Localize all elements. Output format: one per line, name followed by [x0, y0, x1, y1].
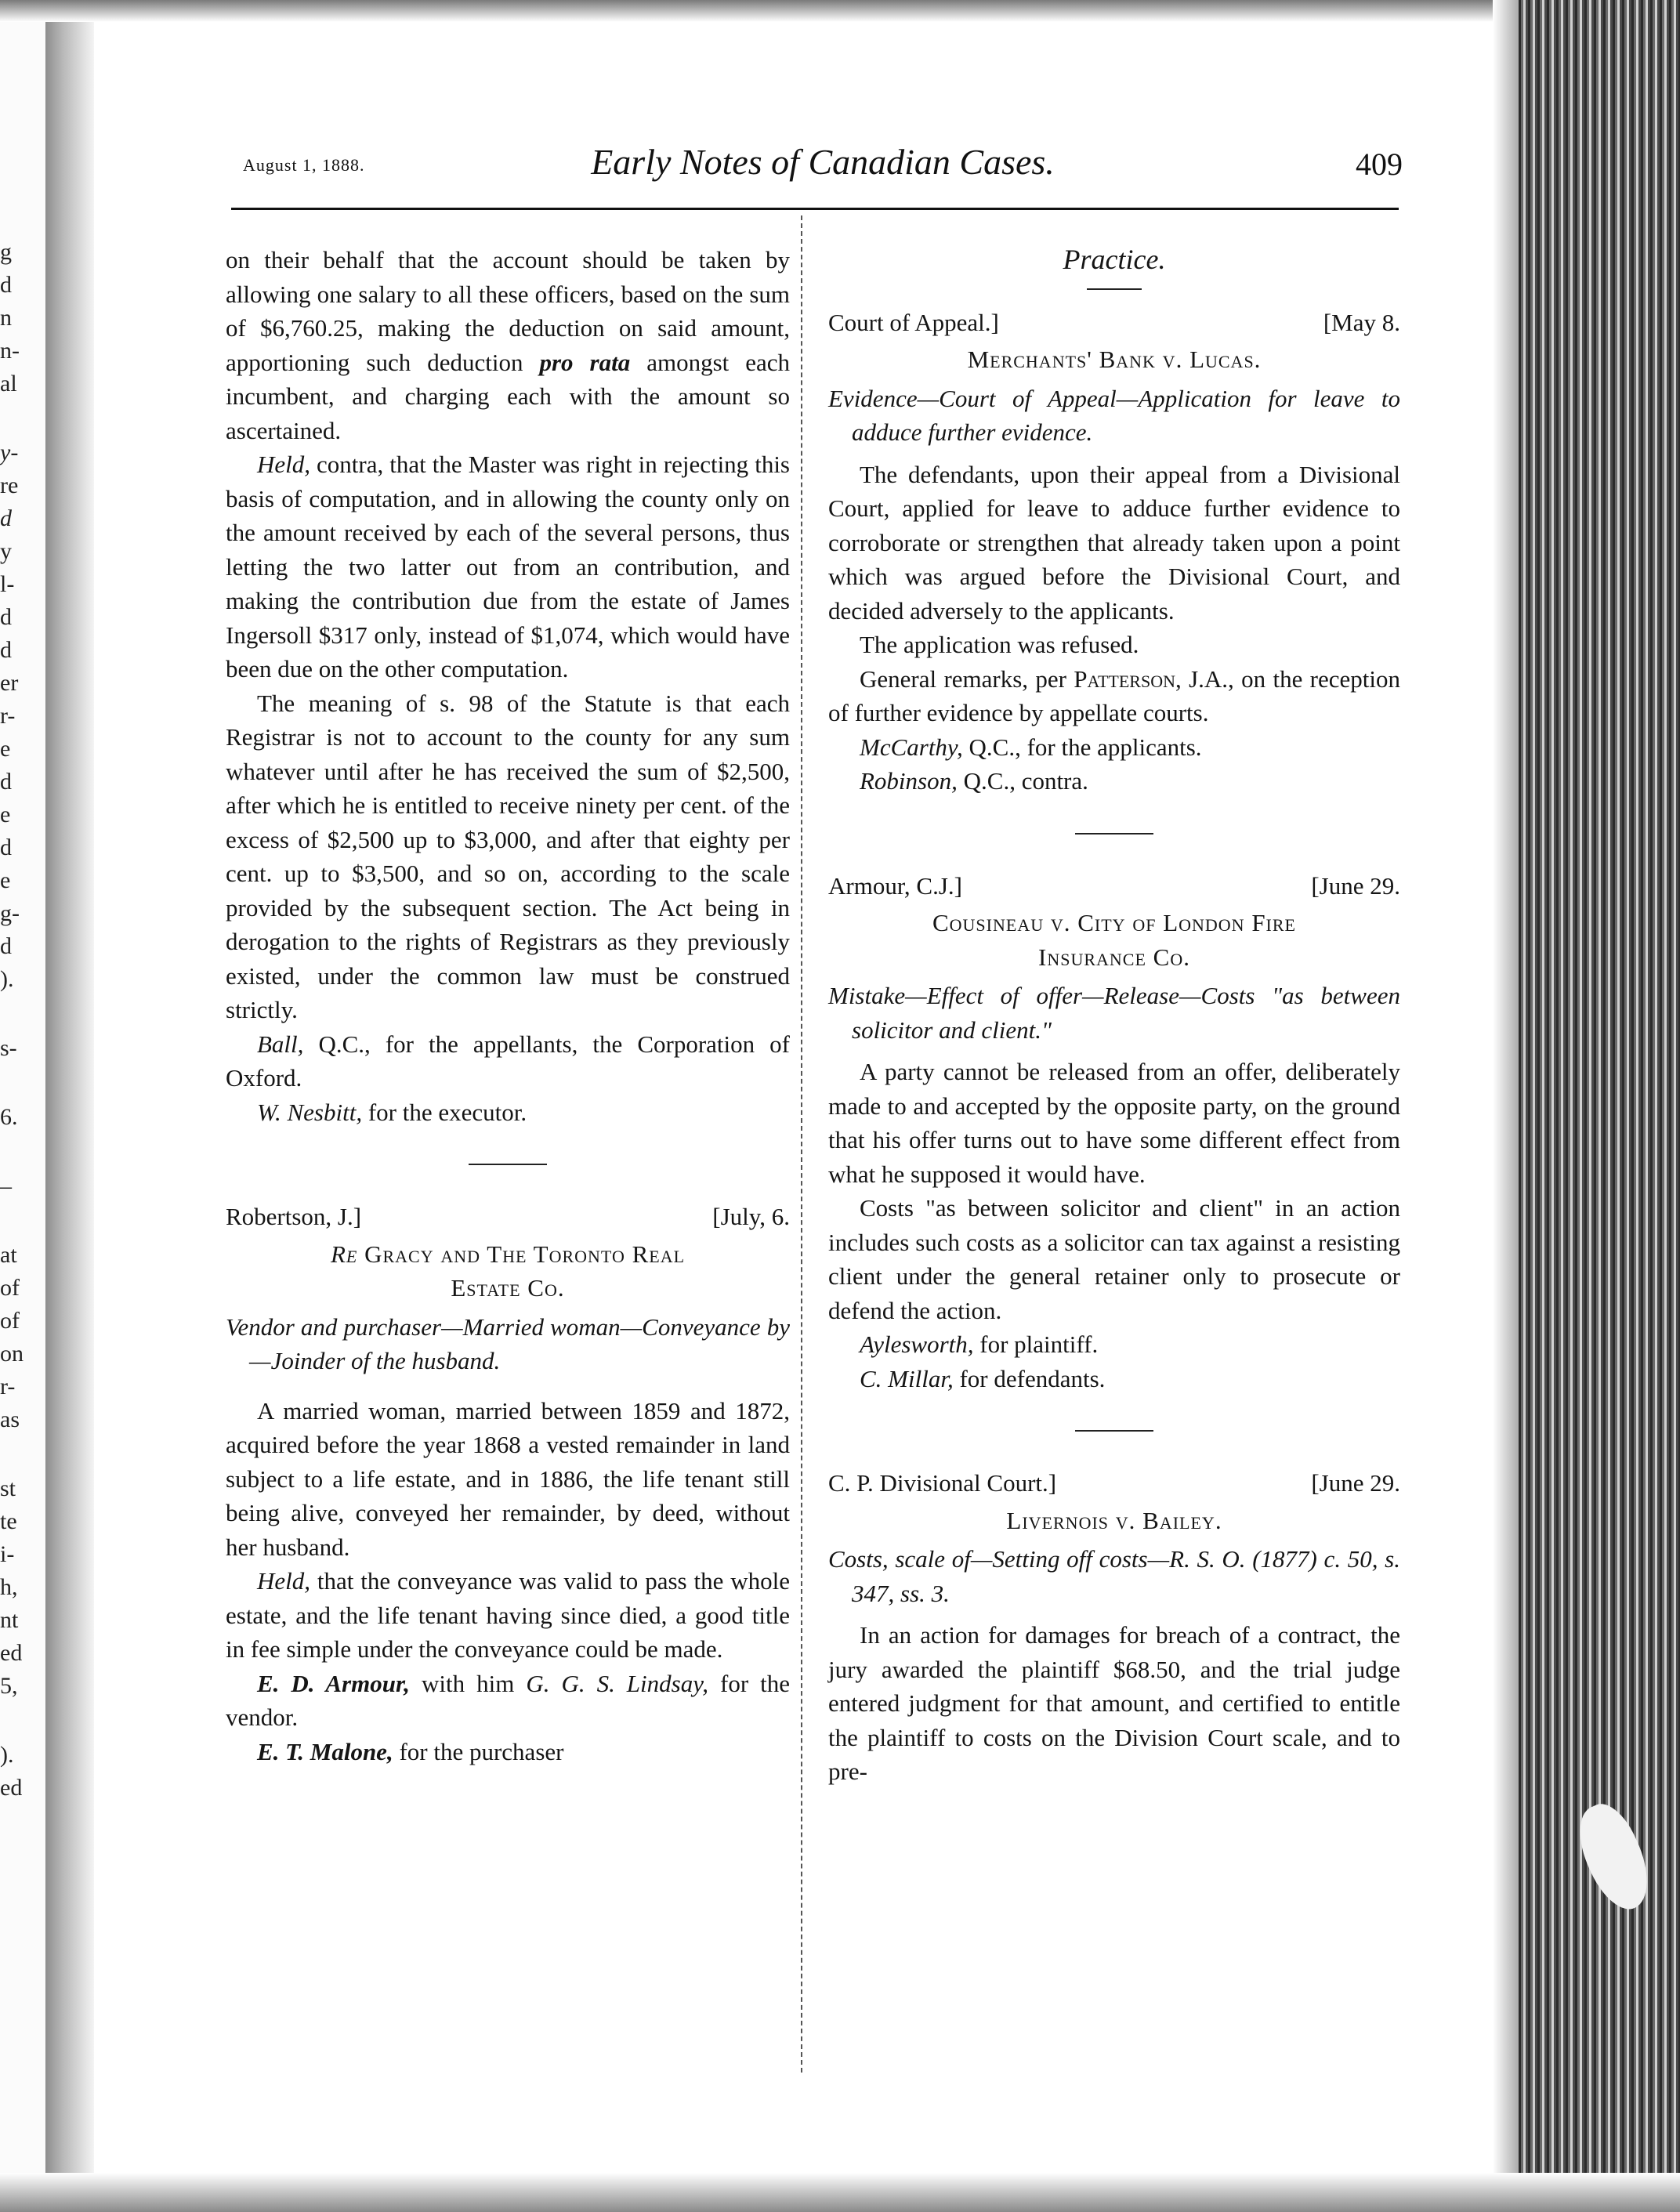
header-date: August 1, 1888. [243, 155, 365, 175]
facing-page-fragment: re [0, 472, 19, 498]
facing-page-fragment: y [0, 538, 12, 564]
facing-page-fragment: of [0, 1308, 20, 1334]
section-separator [1075, 833, 1153, 834]
facing-page-fragment: at [0, 1242, 17, 1268]
facing-page-fragment: ). [0, 966, 14, 992]
facing-page-fragment: r- [0, 703, 16, 729]
facing-page-fragment: st [0, 1475, 16, 1501]
facing-page-fragment: i- [0, 1541, 15, 1567]
paragraph: The defendants, upon their appeal from a Divisional Court, applied for leave to adduce further evidence to corroborate or strengthen that already taken upon a point which was argued before the Divisional Court, and decided adversely to the applicants. [828, 460, 1400, 625]
facing-page-fragment: g- [0, 900, 20, 926]
paragraph: The meaning of s. 98 of the Statute is that each Registrar is not to account to the county for any sum whatever until after he has received the sum of $2,500, after which he is entitled to receive ninety per cent. of the excess of $2,500 up to $3,000, and after that eighty per cent. up to $3,500, and so on, according to the scale provided by the subsequent section. The Act being in derogation to the rights of Registrars as they previously existed, under the common law must be construed strictly. [226, 689, 790, 1023]
case-title: Cousineau v. City of London Fire Insurance Co. [932, 909, 1296, 971]
facing-page-fragment: ed [0, 1640, 23, 1666]
paragraph: A married woman, married between 1859 and 1872, acquired before the year 1868 a vested remainder in land subject to a life estate, and in 1886, the life tenant still being alive, conveyed her remainder, by deed, without her husband. [226, 1396, 790, 1561]
headnote: Mistake—Effect of offer—Release—Costs "as between solicitor and client." [828, 982, 1400, 1044]
facing-page-fragment: d [0, 604, 12, 630]
case-date: [June 29. [1311, 1469, 1400, 1497]
case-date: [July, 6. [712, 1203, 790, 1230]
court-name: Court of Appeal.] [828, 308, 999, 336]
case-date: [June 29. [1311, 871, 1400, 900]
facing-page-fragment: g [0, 239, 12, 265]
section-separator [1075, 1430, 1153, 1432]
facing-page-fragment: nt [0, 1607, 19, 1633]
headnote: Evidence—Court of Appeal—Application for leave to adduce further evidence. [828, 384, 1400, 446]
left-column [226, 243, 790, 1769]
column-divider [801, 215, 802, 2073]
facing-page-strip [0, 0, 45, 2212]
facing-page-fragment: er [0, 670, 19, 696]
facing-page-fragment: 6. [0, 1104, 18, 1130]
counsel-line: C. Millar, for defendants. [860, 1364, 1106, 1392]
facing-page-fragment: d [0, 637, 12, 663]
facing-page-fragment: e [0, 736, 11, 762]
facing-page-fragment: r- [0, 1374, 16, 1399]
counsel-line: E. D. Armour, with him G. G. S. Lindsay, for the vendor. [226, 1669, 791, 1731]
right-column [828, 243, 1400, 1789]
court-line [828, 869, 1400, 903]
facing-page-fragment: d [0, 272, 12, 298]
counsel-line: E. T. Malone, for the purchaser [257, 1737, 564, 1765]
paragraph: Held, contra, that the Master was right in rejecting this basis of computation, and in allowing the county only on the amount received by each of the several persons, thus letting the two latter out from an contribution, and making the contribution due from the estate of James Ingersoll $317 only, instead of $1,074, which would have been due on the other computation. [226, 451, 791, 682]
section-separator [469, 1164, 547, 1165]
facing-page-fragment: on [0, 1341, 24, 1367]
facing-page-fragment: e [0, 867, 11, 893]
case-date: [May 8. [1323, 308, 1400, 336]
facing-page-fragment: as [0, 1406, 20, 1432]
case-title: Merchants' Bank v. Lucas. [967, 346, 1262, 373]
facing-page-fragment: n [0, 305, 12, 331]
court-line [828, 306, 1400, 340]
facing-page-fragment: n- [0, 338, 20, 364]
paragraph: The application was refused. [860, 631, 1139, 658]
header-title: Early Notes of Canadian Cases. [591, 142, 1055, 182]
facing-page-fragment: al [0, 371, 17, 396]
facing-page-fragment: d [0, 769, 12, 795]
counsel-line: Ball, Q.C., for the appellants, the Corporation of Oxford. [226, 1030, 790, 1092]
counsel-line: Aylesworth, for plaintiff. [860, 1330, 1099, 1358]
facing-page-fragment: d [0, 505, 12, 531]
paragraph: In an action for damages for breach of a contract, the jury awarded the plaintiff $68.50, and the trial judge entered judgment for that amount, and certified to entitle the plaintiff to costs on the Division Court scale, and to pre- [828, 1621, 1400, 1785]
bottom-edge-shadow [0, 2173, 1680, 2212]
facing-page-fragment: ed [0, 1775, 23, 1801]
facing-page-fragment: y- [0, 440, 19, 465]
page-number: 409 [1356, 147, 1403, 182]
facing-page-fragment: h, [0, 1574, 18, 1600]
paragraph: Held, that the conveyance was valid to pass the whole estate, and the life tenant having since died, a good title in fee simple under the conveyance could be made. [226, 1567, 790, 1663]
court-name: Robertson, J.] [226, 1203, 362, 1230]
paragraph: on their behalf that the account should be taken by allowing one salary to all these officers, based on the sum of $6,760.25, making the deduction on said amount, apportioning such deduction pro rata amongst each incumbent, and charging each with the amount so ascertained. [226, 246, 791, 444]
paragraph: General remarks, per Patterson, J.A., on the reception of further evidence by appellate courts. [828, 664, 1400, 726]
header-rule [231, 208, 1399, 210]
facing-page-fragment: s- [0, 1035, 17, 1061]
running-header [243, 141, 1403, 188]
case-title: Re Gracy and The Toronto Real Estate Co. [330, 1240, 686, 1301]
top-edge-shadow [0, 0, 1680, 22]
court-line [226, 1200, 790, 1234]
headnote: Costs, scale of—Setting off costs—R. S. O. (1877) c. 50, s. 347, ss. 3. [828, 1545, 1400, 1607]
court-name: C. P. Divisional Court.] [828, 1469, 1057, 1497]
facing-page-fragment: te [0, 1508, 17, 1534]
court-name: Armour, C.J.] [828, 871, 962, 900]
headnote: Vendor and purchaser—Married woman—Conveyance by—Joinder of the husband. [226, 1312, 790, 1374]
case-title: Livernois v. Bailey. [1006, 1506, 1222, 1534]
court-line [828, 1466, 1400, 1501]
facing-page-fragment: of [0, 1275, 20, 1301]
facing-page-fragment: d [0, 933, 12, 959]
section-heading: Practice. [1063, 244, 1166, 275]
facing-page-fragment: – [0, 1173, 12, 1199]
facing-page-fragment: d [0, 834, 12, 860]
facing-page-fragment: l- [0, 571, 15, 597]
facing-page-fragment: 5, [0, 1673, 18, 1699]
section-separator [1087, 288, 1142, 290]
facing-page-fragment: e [0, 802, 11, 827]
counsel-line: Robinson, Q.C., contra. [860, 767, 1088, 795]
paragraph: Costs "as between solicitor and client" in an action includes such costs as a solicitor can tax against a resisting client under the general retainer only to prosecute or defend the action. [828, 1194, 1400, 1324]
paragraph: A party cannot be released from an offer, deliberately made to and accepted by the opposite party, on the ground that his offer turns out to have some different effect from what he supposed it would have. [828, 1058, 1400, 1188]
counsel-line: W. Nesbitt, for the executor. [257, 1098, 527, 1126]
facing-page-fragment: ). [0, 1742, 14, 1768]
counsel-line: McCarthy, Q.C., for the applicants. [860, 733, 1202, 761]
